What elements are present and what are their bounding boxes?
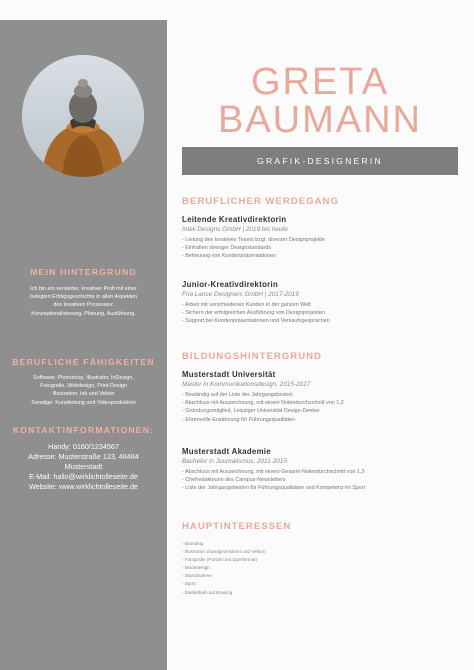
job-bullets: - Leitung des kreativen Teams bzgl. diverser Designprojekte - Einhalten strenger Designstandards - Betreuung von Kundenpräsentationen xyxy=(182,237,325,260)
list-item: - Branding xyxy=(182,541,204,546)
job-title: Junior-Kreativdirektorin xyxy=(182,280,279,289)
interests-list xyxy=(182,540,266,597)
degree: Bachelor in Journalismus, 2011-2015 xyxy=(182,458,288,465)
experience-heading: BERUFLICHER WERDEGANG xyxy=(182,196,339,207)
skills-heading: BERUFLICHE FÄHIGKEITEN xyxy=(12,357,155,367)
education-heading: BILDUNGSHINTERGRUND xyxy=(182,351,322,362)
contact-address: Adresse: Musterstraße 123, 48484 xyxy=(28,452,139,461)
contact-website[interactable]: Website: www.wirklichtolleseite.de xyxy=(29,482,138,491)
education-bullets: - Abschluss mit Auszeichnung, mit einem Gesamt-Notendurchschnitt von 1,3 - Chefredakteurin des Campus-Newsletters - Liste der Jahrgangsbesten für Führungsqualitäten und Kompetenz im Sport xyxy=(182,469,366,492)
education-bullets: - Beständig auf der Liste der Jahrgangsbesten - Abschluss mit Auszeichnung, mit einem Notendurchschnitt von 1,2 - Gründungsmitglied, Leipziger Universität Design-Denker - Ehrenvolle Erwähnung für Führungsqualitäten xyxy=(182,392,344,423)
job-company: Fria Lance Designers GmbH | 2017-2019 xyxy=(182,291,299,298)
background-heading: MEIN HINTERGRUND xyxy=(30,267,137,277)
contact-email[interactable]: E-Mail: hallo@wirklichtolleseite.de xyxy=(29,472,138,481)
job-bullets: - Arbeit mit verschiedenen Kunden in der ganzen Welt - Sichern der erfolgreichen Ausführung von Designprojekten - Support bei Kundenpräsentationen und Verkaufsgesprächen xyxy=(182,302,330,325)
list-item: - Modedesign xyxy=(182,565,210,571)
list-item: - Illustration (handgezeichnet und Vektor) xyxy=(182,549,266,555)
contact-phone: Handy: 0160/1234567 xyxy=(48,442,119,451)
job-company: Inteli Designs GmbH | 2019 bis heute xyxy=(182,226,288,233)
list-item: - Basketball und Bowling xyxy=(182,589,233,595)
skills-text: Software: Photoshop, Illustrator, InDesign, Fotografie, Webdesign, Print-Design Illustration: Ink und Vektor Sonstige: Kunstleitung und Videoproduktion xyxy=(31,375,136,406)
job-title-bar: GRAFIK-DESIGNERIN xyxy=(182,147,458,175)
list-item: - Sport xyxy=(182,581,196,587)
list-item: - Fotografie (Porträt und Querformat) xyxy=(182,557,258,563)
last-name: BAUMANN xyxy=(217,99,423,141)
job-title: Leitende Kreativdirektorin xyxy=(182,215,287,224)
degree: Master in Kommunikationsdesign, 2015-2017 xyxy=(182,381,311,388)
contact-heading: KONTAKTINFORMATIONEN: xyxy=(12,425,155,435)
school-name: Musterstadt Akademie xyxy=(182,447,271,456)
profile-photo xyxy=(22,55,144,177)
contact-info xyxy=(8,442,159,492)
background-text: Ich bin ein versierter, kreativer Profi mit einer belegten Erfolgsgeschichte in allen Aspekten des kreativen Prozesses: Konzeptionalisierung, Planung, Ausführung. xyxy=(30,286,137,317)
school-name: Musterstadt Universität xyxy=(182,370,276,379)
first-name: GRETA xyxy=(250,61,390,103)
contact-city: Musterstadt xyxy=(64,462,103,471)
list-item: - Wandmalerei xyxy=(182,573,212,579)
interests-heading: HAUPTINTERESSEN xyxy=(182,521,292,532)
